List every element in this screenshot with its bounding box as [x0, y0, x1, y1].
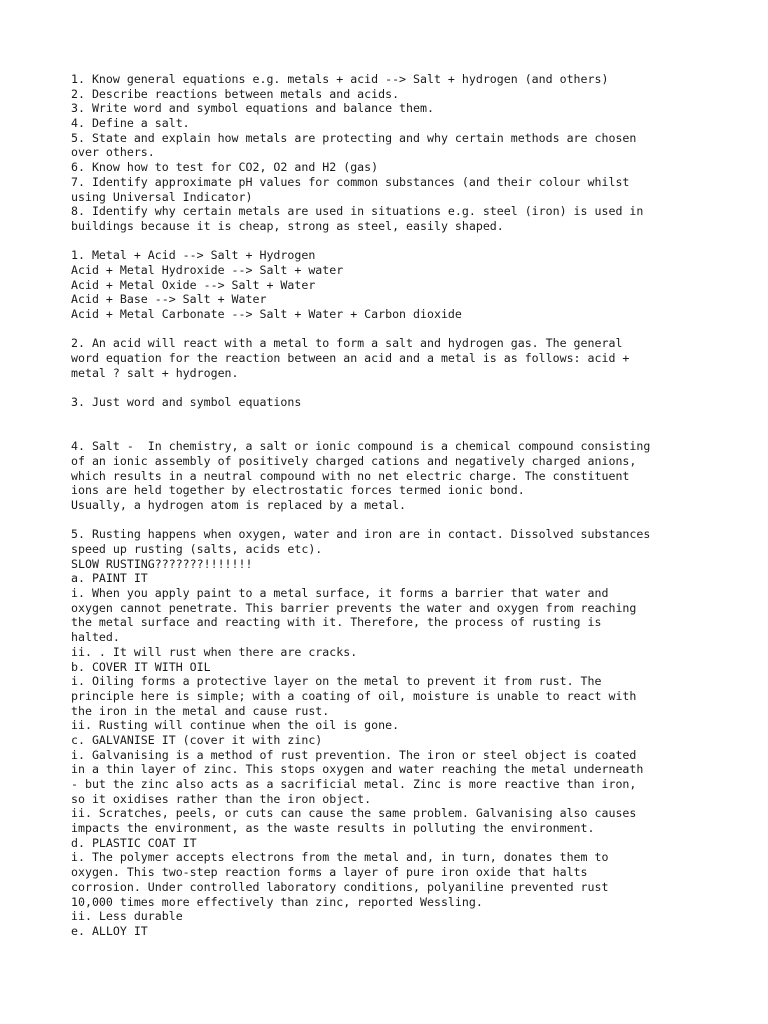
text-line: 10,000 times more effectively than zinc, reported Wessling. — [71, 894, 483, 909]
text-line: ions are held together by electrostatic forces termed ionic bond. — [71, 483, 525, 498]
text-line: buildings because it is cheap, strong as steel, easily shaped. — [71, 218, 504, 233]
text-line: of an ionic assembly of positively charged cations and negatively charged anions, — [71, 453, 637, 468]
text-line: over others. — [71, 145, 155, 160]
text-line: word equation for the reaction between an acid and a metal is as follows: acid + — [71, 351, 630, 366]
text-line: SLOW RUSTING???????!!!!!!! — [71, 556, 253, 571]
text-line: i. The polymer accepts electrons from the metal and, in turn, donates them to — [71, 850, 609, 865]
text-line — [71, 410, 711, 425]
document-page — [71, 72, 711, 939]
text-line: Acid + Metal Carbonate --> Salt + Water + Carbon dioxide — [71, 307, 462, 321]
text-line: d. PLASTIC COAT IT — [71, 835, 197, 850]
text-line: ii. . It will rust when there are cracks. — [71, 644, 358, 659]
text-line — [71, 425, 711, 440]
text-line: corrosion. Under controlled laboratory conditions, polyaniline prevented rust — [71, 879, 609, 894]
text-line: b. COVER IT WITH OIL — [71, 659, 211, 674]
text-line: impacts the environment, as the waste results in polluting the environment. — [71, 821, 595, 836]
text-line: ii. Scratches, peels, or cuts can cause the same problem. Galvanising also causes — [71, 806, 637, 821]
text-line: which results in a neutral compound with no net electric charge. The constituent — [71, 468, 630, 483]
text-line: a. PAINT IT — [71, 571, 148, 586]
text-line: principle here is simple; with a coating of oil, moisture is unable to react with — [71, 688, 637, 703]
text-line: ii. Less durable — [71, 909, 183, 924]
text-line: 3. Just word and symbol equations — [71, 395, 302, 410]
text-line: the iron in the metal and cause rust. — [71, 703, 330, 718]
text-line: - but the zinc also acts as a sacrificial metal. Zinc is more reactive than iron, — [71, 777, 637, 791]
text-line: i. Oiling forms a protective layer on the metal to prevent it from rust. The — [71, 674, 602, 689]
text-line: Usually, a hydrogen atom is replaced by a metal. — [71, 497, 407, 512]
text-line: 1. Metal + Acid --> Salt + Hydrogen — [71, 248, 316, 263]
text-line: Acid + Base --> Salt + Water — [71, 292, 267, 307]
text-line: c. GALVANISE IT (cover it with zinc) — [71, 732, 323, 747]
text-line: 5. Rusting happens when oxygen, water and iron are in contact. Dissolved substances — [71, 527, 651, 542]
text-line: the metal surface and reacting with it. Therefore, the process of rusting is — [71, 615, 602, 630]
text-line: 2. Describe reactions between metals and acids. — [71, 86, 400, 101]
text-line: 6. Know how to test for CO2, O2 and H2 (gas) — [71, 160, 379, 175]
text-line: metal ? salt + hydrogen. — [71, 365, 239, 380]
text-line: 3. Write word and symbol equations and balance them. — [71, 101, 434, 116]
text-line — [71, 234, 711, 249]
text-line: 4. Salt - In chemistry, a salt or ionic compound is a chemical compound consisting — [71, 439, 651, 454]
text-line: Acid + Metal Oxide --> Salt + Water — [71, 277, 316, 292]
text-line: i. When you apply paint to a metal surface, it forms a barrier that water and — [71, 586, 609, 601]
text-line: 1. Know general equations e.g. metals + acid --> Salt + hydrogen (and others) — [71, 72, 609, 86]
text-line: 5. State and explain how metals are protecting and why certain methods are chosen — [71, 130, 637, 145]
text-line: halted. — [71, 630, 120, 645]
text-line: using Universal Indicator) — [71, 189, 253, 204]
text-line: Acid + Metal Hydroxide --> Salt + water — [71, 262, 344, 277]
text-line: ii. Rusting will continue when the oil is gone. — [71, 718, 400, 733]
text-line: speed up rusting (salts, acids etc). — [71, 542, 323, 556]
text-line — [71, 322, 711, 337]
text-line: so it oxidises rather than the iron object. — [71, 791, 372, 806]
text-line: i. Galvanising is a method of rust prevention. The iron or steel object is coated — [71, 747, 637, 762]
text-line: 4. Define a salt. — [71, 116, 190, 131]
text-line: in a thin layer of zinc. This stops oxygen and water reaching the metal underneath — [71, 762, 644, 777]
text-line: oxygen cannot penetrate. This barrier prevents the water and oxygen from reaching — [71, 600, 637, 615]
text-line: 7. Identify approximate pH values for common substances (and their colour whilst — [71, 174, 630, 189]
text-line: 2. An acid will react with a metal to form a salt and hydrogen gas. The general — [71, 336, 623, 351]
text-line — [71, 513, 711, 528]
text-line: e. ALLOY IT — [71, 923, 148, 938]
text-line: 8. Identify why certain metals are used in situations e.g. steel (iron) is used in — [71, 204, 644, 219]
text-line — [71, 380, 711, 395]
text-line: oxygen. This two-step reaction forms a layer of pure iron oxide that halts — [71, 865, 588, 880]
